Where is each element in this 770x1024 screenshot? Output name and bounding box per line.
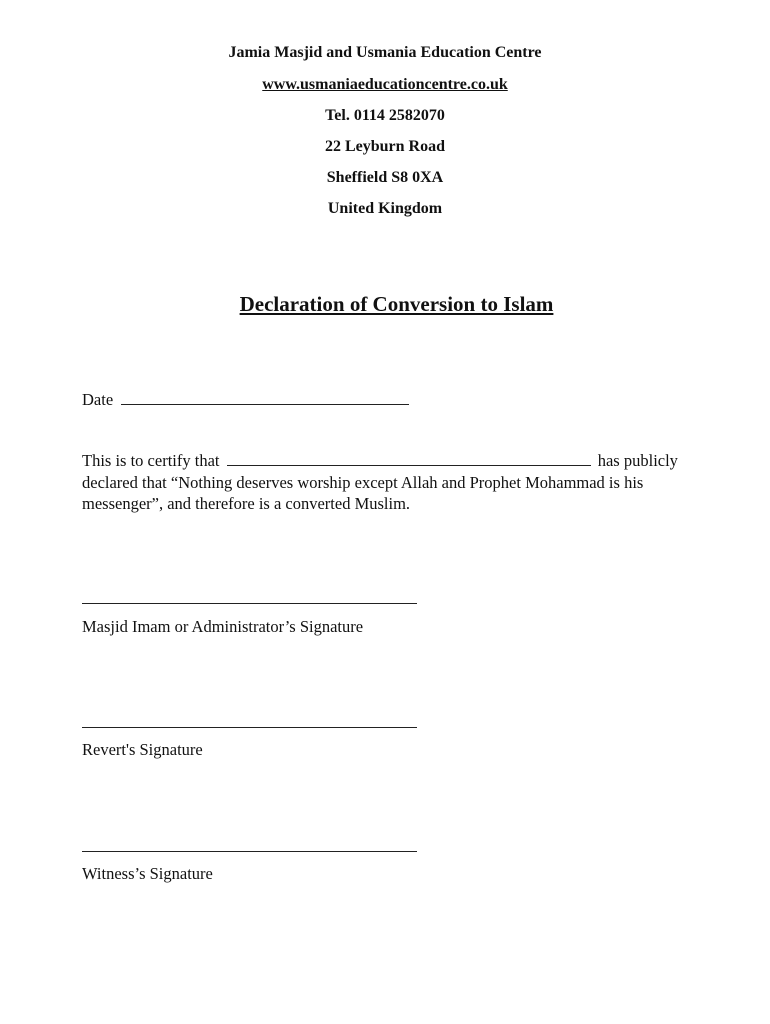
date-row: [82, 389, 409, 411]
certify-suffix: has publicly: [597, 451, 678, 470]
certify-prefix: This is to certify that: [82, 451, 220, 470]
date-label: Date: [82, 390, 114, 409]
name-blank-line: [227, 451, 591, 466]
revert-signature-label: Revert's Signature: [82, 740, 203, 759]
organization-name: Jamia Masjid and Usmania Education Centre: [228, 44, 542, 61]
document-title: Declaration of Conversion to Islam: [239, 292, 554, 316]
witness-signature-label: Witness’s Signature: [82, 864, 213, 883]
certification-line-2: declared that “Nothing deserves worship except Allah and Prophet Mohammad is his: [82, 472, 644, 492]
certification-line-1: [82, 450, 712, 472]
address-line-2: Sheffield S8 0XA: [326, 169, 444, 186]
imam-signature-label: Masjid Imam or Administrator’s Signature: [82, 617, 364, 636]
country: United Kingdom: [327, 200, 443, 217]
imam-signature-line: [82, 603, 417, 604]
website-link[interactable]: www.usmaniaeducationcentre.co.uk: [262, 76, 508, 93]
revert-signature-line: [82, 727, 417, 728]
witness-signature-line: [82, 851, 417, 852]
telephone: Tel. 0114 2582070: [325, 107, 445, 124]
date-blank-line: [121, 390, 409, 405]
certification-line-3: messenger”, and therefore is a converted Muslim.: [82, 494, 411, 513]
certification-paragraph: [82, 450, 712, 515]
address-line-1: 22 Leyburn Road: [324, 138, 446, 155]
